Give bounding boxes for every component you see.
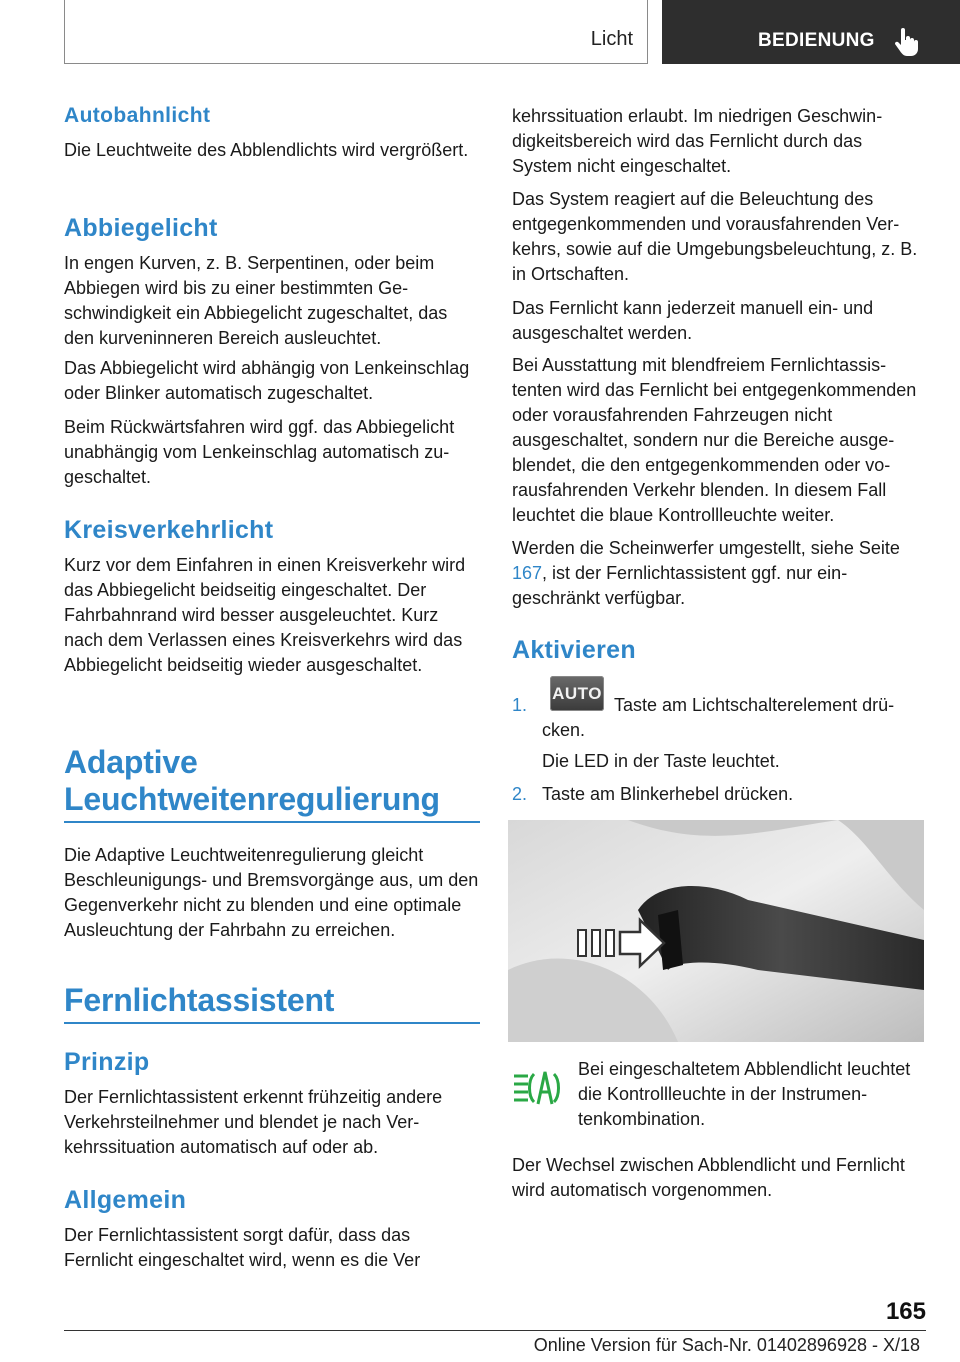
heading-adaptive-line2: Leuchtweitenregulierung xyxy=(64,781,440,817)
heading-adaptive-line1: Adaptive xyxy=(64,744,198,780)
indicator-note: Bei eingeschaltetem Abblendlicht leuchtet die Kontrollleuchte in der Instrumentenkombination. xyxy=(578,1059,911,1129)
heading-abbiegelicht: Abbiegelicht xyxy=(64,214,218,242)
automatic-high-beam-indicator-icon xyxy=(512,1066,560,1110)
paragraph xyxy=(512,536,926,611)
paragraph: In engen Kurven, z. B. Serpentinen, oder beim Abbiegen wird bis zu einer bestimmten Geschwindigkeit ein Abbiegelicht zugeschaltet, das den kurveninneren Bereich ausleuchtet. xyxy=(64,253,448,348)
paragraph: Das Abbiegelicht wird abhängig von Lenkeinschlag oder Blinker automatisch zugeschaltet. xyxy=(64,358,470,403)
step-subtext: Die LED in der Taste leuchtet. xyxy=(542,751,780,771)
heading-autobahnlicht: Autobahnlicht xyxy=(64,104,211,127)
paragraph: Beim Rückwärtsfahren wird ggf. das Abbiegelicht unabhängig vom Lenkeinschlag automatisch zugeschaltet. xyxy=(64,417,455,487)
heading-prinzip: Prinzip xyxy=(64,1048,150,1076)
paragraph: Der Wechsel zwischen Abblendlicht und Fernlicht wird automatisch vorgenommen. xyxy=(512,1155,905,1200)
section-title: Licht xyxy=(590,28,633,50)
paragraph: Die Leuchtweite des Abblendlichts wird vergrößert. xyxy=(64,140,469,160)
chapter-tab xyxy=(662,0,960,64)
text: , ist der Fernlichtassistent ggf. nur eingeschränkt verfügbar. xyxy=(512,563,848,608)
step-number: 2. xyxy=(512,784,528,804)
hand-pointer-icon xyxy=(894,28,920,56)
paragraph: Die Adaptive Leuchtweitenregulierung gleicht Beschleunigungs- und Bremsvorgänge aus, um den Gegenverkehr nicht zu blenden und eine optimale Ausleuchtung der Fahrbahn zu erreichen. xyxy=(64,845,479,940)
heading-allgemein: Allgemein xyxy=(64,1186,187,1214)
text: Werden die Scheinwerfer umgestellt, siehe Seite xyxy=(512,538,900,558)
paragraph: Bei Ausstattung mit blendfreiem Fernlichtassistenten wird das Fernlicht bei entgegenkommenden oder vorausfahrenden Fahrzeugen nicht ausgeschaltet, sondern nur die Bereiche ausgeblendet, die den entgegenkommenden oder vorausfahrenden Verkehr blenden. In diesem Fall leuchtet die blaue Kontrollleuchte weiter. xyxy=(512,355,917,525)
section-tab xyxy=(64,0,648,64)
heading-kreisverkehrlicht: Kreisverkehrlicht xyxy=(64,516,274,544)
paragraph: Der Fernlichtassistent erkennt frühzeitig andere Verkehrsteilnehmer und blendet je nach Verkehrssituation automatisch auf oder ab. xyxy=(64,1087,443,1157)
paragraph: Das System reagiert auf die Beleuchtung des entgegenkommenden und vorausfahrenden Verkehrs, sowie auf die Umgebungsbeleuchtung, z. B. in Ortschaften. xyxy=(512,189,918,284)
page-link[interactable]: 167 xyxy=(512,563,543,583)
step-text: Taste am Blinkerhebel drücken. xyxy=(542,784,794,804)
paragraph: kehrssituation erlaubt. Im niedrigen Geschwindigkeitsbereich wird das Fernlicht durch das System nicht eingeschaltet. xyxy=(512,106,883,176)
paragraph: Der Fernlichtassistent sorgt dafür, dass das Fernlicht eingeschaltet wird, wenn es die Ver xyxy=(64,1225,421,1270)
step-text: Taste am Lichtschalterelement drücken. xyxy=(542,695,895,740)
chapter-title: BEDIENUNG xyxy=(758,30,875,51)
heading-fernlichtassistent: Fernlichtassistent xyxy=(64,982,335,1018)
heading-rule xyxy=(64,821,480,823)
paragraph: Das Fernlicht kann jederzeit manuell ein- und ausgeschaltet werden. xyxy=(512,298,874,343)
page-number: 165 xyxy=(885,1298,926,1325)
footer-rule xyxy=(64,1330,926,1331)
turn-signal-lever-illustration xyxy=(508,820,924,1042)
footer-text: Online Version für Sach-Nr. 01402896928 - X/18 xyxy=(533,1335,920,1355)
paragraph: Kurz vor dem Einfahren in einen Kreisverkehr wird das Abbiegelicht beidseitig eingeschaltet. Der Fahrbahnrand wird besser ausgeleuchtet. Kurz nach dem Verlassen eines Kreisverkehrs wird das Abbiegelicht beidseitig wieder ausgeschaltet. xyxy=(64,555,466,675)
heading-rule xyxy=(64,1022,480,1024)
heading-aktivieren: Aktivieren xyxy=(512,636,636,664)
step-number: 1. xyxy=(512,695,528,715)
auto-button-label: AUTO xyxy=(552,684,602,703)
